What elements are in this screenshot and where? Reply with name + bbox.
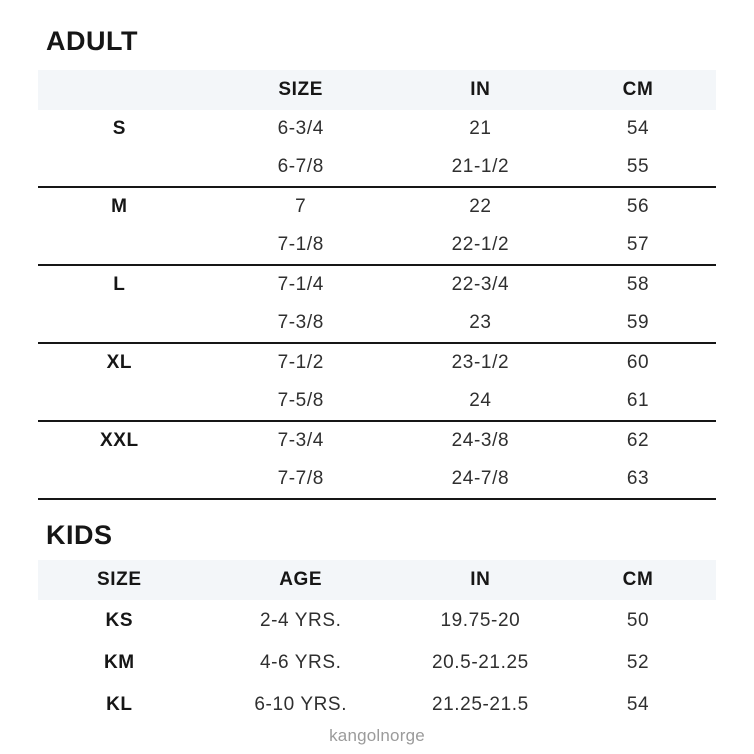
adult-table-header-row <box>38 70 716 110</box>
kids-size-table <box>38 560 716 726</box>
table-row <box>38 110 716 148</box>
inches-cell: 21-1/2 <box>401 148 560 187</box>
size-group-label <box>38 148 201 187</box>
cm-cell: 61 <box>560 382 716 421</box>
inches-cell: 23-1/2 <box>451 352 510 373</box>
table-row <box>38 460 716 499</box>
size-cell: 6-3/4 <box>277 118 324 139</box>
kids-col-header-cm: CM <box>560 560 716 600</box>
inches-cell: 24-3/8 <box>451 430 510 451</box>
size-group-label: KL <box>106 694 133 715</box>
size-cell: 7 <box>295 196 307 217</box>
inches-cell: 24-7/8 <box>401 460 560 499</box>
size-group-label: L <box>113 274 126 295</box>
size-group-label: XL <box>106 352 133 373</box>
size-group-label <box>38 304 201 343</box>
inches-cell: 23 <box>401 304 560 343</box>
cm-cell: 56 <box>626 196 650 217</box>
cm-cell: 63 <box>560 460 716 499</box>
table-row <box>38 304 716 343</box>
size-group-label <box>38 382 201 421</box>
cm-cell: 54 <box>626 118 650 139</box>
cm-cell: 55 <box>560 148 716 187</box>
inches-cell: 19.75-20 <box>440 610 521 631</box>
table-row <box>38 265 716 304</box>
size-cell: 7-3/8 <box>201 304 401 343</box>
cm-cell: 59 <box>560 304 716 343</box>
cm-cell: 50 <box>626 610 650 631</box>
size-cell: 7-7/8 <box>201 460 401 499</box>
cm-cell: 57 <box>560 226 716 265</box>
inches-cell: 21.25-21.5 <box>431 694 529 715</box>
size-group-label <box>38 460 201 499</box>
size-cell: 7-1/2 <box>277 352 324 373</box>
table-row <box>38 343 716 382</box>
kids-section-title: KIDS <box>46 520 113 550</box>
table-row <box>38 421 716 460</box>
cm-cell: 54 <box>626 694 650 715</box>
age-cell: 2-4 YRS. <box>259 610 342 631</box>
size-group-label: KM <box>103 652 135 673</box>
size-cell: 7-1/8 <box>201 226 401 265</box>
kids-table-header-row <box>38 560 716 600</box>
size-group-label: KS <box>105 610 134 631</box>
inches-cell: 22 <box>469 196 492 217</box>
table-row <box>38 226 716 265</box>
adult-col-header-in: IN <box>401 70 560 110</box>
size-cell: 7-5/8 <box>201 382 401 421</box>
adult-col-header-blank <box>38 70 201 110</box>
adult-size-table <box>38 70 716 500</box>
cm-cell: 60 <box>626 352 650 373</box>
adult-section-title: ADULT <box>46 26 138 56</box>
adult-col-header-size: SIZE <box>201 70 401 110</box>
inches-cell: 20.5-21.25 <box>431 652 529 673</box>
cm-cell: 58 <box>626 274 650 295</box>
size-cell: 7-3/4 <box>277 430 324 451</box>
size-cell: 7-1/4 <box>277 274 324 295</box>
size-cell: 6-7/8 <box>201 148 401 187</box>
inches-cell: 22-1/2 <box>401 226 560 265</box>
age-cell: 6-10 YRS. <box>254 694 348 715</box>
size-group-label <box>38 226 201 265</box>
table-row <box>38 684 716 726</box>
age-cell: 4-6 YRS. <box>259 652 342 673</box>
table-row <box>38 600 716 642</box>
kids-col-header-age: AGE <box>201 560 401 600</box>
size-group-label: S <box>112 118 126 139</box>
cm-cell: 52 <box>626 652 650 673</box>
inches-cell: 21 <box>469 118 492 139</box>
table-row <box>38 642 716 684</box>
size-group-label: XXL <box>99 430 139 451</box>
table-row <box>38 148 716 187</box>
inches-cell: 24 <box>401 382 560 421</box>
brand-watermark: kangolnorge <box>329 726 425 745</box>
cm-cell: 62 <box>626 430 650 451</box>
table-row <box>38 187 716 226</box>
size-group-label: M <box>111 196 128 217</box>
inches-cell: 22-3/4 <box>451 274 510 295</box>
adult-col-header-cm: CM <box>560 70 716 110</box>
kids-col-header-size: SIZE <box>38 560 201 600</box>
table-row <box>38 382 716 421</box>
kids-col-header-in: IN <box>401 560 560 600</box>
